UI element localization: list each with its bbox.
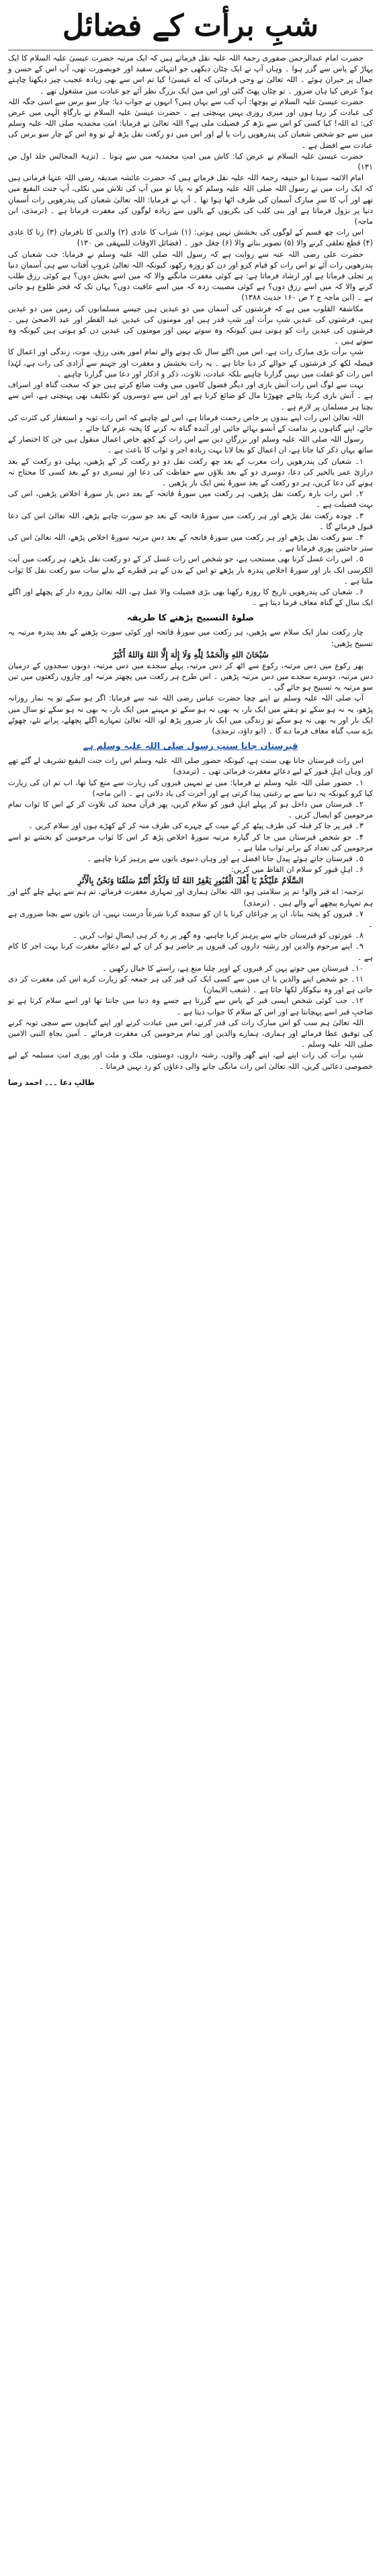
closing-section <box>8 1018 373 1072</box>
tasbih-paragraph: چار رکعت نماز ایک سلام سے پڑھیں، ہر رکعت میں سورۂ فاتحہ اور کوئی سورت پڑھنے کے بعد پندرہ مرتبہ یہ تسبیح پڑھیں: <box>8 628 373 648</box>
hadith-section <box>8 173 373 434</box>
qabrastan-paragraph: ۶۔ اہلِ قبور کو سلام ان الفاظ میں کریں: <box>230 865 364 875</box>
qabrastan-paragraph: ۲۔ قبرستان میں داخل ہو کر پہلے اہلِ قبور کو سلام کریں، پھر قرآن مجید کی تلاوت کر کے اس کا ثواب تمام مرحومین کو ایصال کریں ۔ <box>8 800 373 820</box>
tasbih-heading: صلوۃ التسبیح پڑھنے کا طریقہ <box>126 613 255 624</box>
article-body <box>8 53 373 1088</box>
qabrastan-paragraph: ۴۔ جو شخص قبرستان میں جا کر گیارہ مرتبہ سورۂ اخلاص پڑھ کر اس کا ثواب مرحومین کو بخشے تو اسے مرحومین کی تعداد کے برابر ثواب ملتا ہے ۔ <box>8 832 373 852</box>
qabrastan-paragraph: ۱۱۔ جو شخص اپنے والدین یا ان میں سے کسی ایک کی قبر کی ہر جمعہ کو زیارت کرے اس کی مغفرت کر دی جاتی ہے اور وہ نیکوکار لکھا جاتا ہے ۔ (شعب الایمان) <box>8 975 373 995</box>
hadith-paragraph: مکاشفۃ القلوب میں ہے کہ فرشتوں کی آسمان میں دو عیدیں ہیں جیسے مسلمانوں کی زمین میں دو عیدیں ہیں، فرشتوں کی عیدیں شبِ برأت اور شبِ قدر ہیں اور مومنوں کی عیدیں عید الفطر اور عید الاضحیٰ ہیں ۔ فرشتوں کی عیدیں رات کو ہوتی ہیں کیونکہ وہ سوتے نہیں اور مومنوں کی عیدیں دن کو ہوتی ہیں کیونکہ وہ سوتے ہیں ۔ <box>8 304 373 346</box>
qabrastan-paragraph: ترجمہ: اے قبر والو! تم پر سلامتی ہو، اللہ تعالیٰ ہماری اور تمہاری مغفرت فرمائے، تم ہم سے پہلے چلے گئے اور ہم تمہارے پیچھے آنے والے ہیں ۔ (ترمذی) <box>8 887 373 908</box>
qabrastan-paragraph: ۱۰۔ قبرستان میں جوتے پہن کر قبروں کے اوپر چلنا منع ہے، راستے کا خیال رکھیں ۔ <box>102 963 364 973</box>
nawafil-item: ۳۔ چودہ رکعت نفل پڑھے اور ہر رکعت میں سورۂ فاتحہ کے بعد جو سورت چاہے پڑھے، اللہ تعالیٰ اس کی دعا قبول فرمائے گا ۔ <box>8 511 373 531</box>
intro-paragraph: حضرت عیسیٰ علیہ السلام نے پوچھا: آپ کب سے یہاں ہیں؟ انہوں نے جواب دیا: چار سو برس سے اسی جگہ اللہ کی عبادت کر رہا ہوں اور میری روزی یہیں پہنچتی ہے ۔ حضرت عیسیٰ علیہ السلام نے بارگاہِ الٰہی میں عرض کی: اے اللہ! کیا کسی کو اس سے بڑھ کر فضیلت ملی ہے؟ اللہ تعالیٰ نے فرمایا: امتِ محمدیہ صلی اللہ علیہ وسلم میں سے جو شخص شعبان کی پندرھویں رات پا لے اور اس میں دو رکعت نفل پڑھ لے تو وہ اس کے چار سو برس کی عبادت سے افضل ہے ۔ <box>8 97 373 150</box>
hadith-paragraph: اس رات چھ قسم کے لوگوں کی بخشش نہیں ہوتی: (۱) شراب کا عادی (۲) والدین کا نافرمان (۳) زنا کا عادی (۴) قطع تعلقی کرنے والا (۵) تصویر بنانے والا (۶) چغل خور ۔ (فضائل الاوقات للبیہقی ص ۱۳۰) <box>8 228 373 248</box>
nawafil-list <box>8 456 373 609</box>
nawafil-item: ۶۔ شعبان کی پندرھویں تاریخ کا روزہ رکھنا بھی بڑی فضیلت والا عمل ہے، اللہ تعالیٰ روزہ دار کے پچھلے اور اگلے ایک سال کے گناہ معاف فرما دیتا ہے ۔ <box>8 587 373 608</box>
tasbih-section <box>8 627 373 737</box>
qabrastan-paragraph: اس رات قبرستان جانا بھی سنت ہے، کیونکہ حضور صلی اللہ علیہ وسلم اس رات جنت البقیع تشریف لے گئے تھے اور وہاں اہلِ قبور کے لیے دعائے مغفرت فرمائی تھی ۔ (ترمذی) <box>8 756 373 776</box>
qabrastan-section <box>8 756 373 875</box>
closing-paragraph: شبِ برأت کی رات اپنے لیے، اپنے گھر والوں، رشتہ داروں، دوستوں، ملک و ملت اور پوری امتِ مسلمہ کے لیے خصوصی دعائیں کریں، اللہ تعالیٰ اس رات مانگی جانے والی دعاؤں کو رد نہیں فرماتا ۔ <box>8 1051 373 1071</box>
hadith-paragraph: بہت سے لوگ اس رات آتش بازی اور دیگر فضول کاموں میں وقت ضائع کرتے ہیں جو کہ سخت گناہ اور اسراف ہے ۔ آتش بازی کرنا، پٹاخے چھوڑنا مال کو ضائع کرنا ہے اور اس سے دوسروں کو تکلیف بھی پہنچتی ہے، اس سے بچنا ہر مسلمان پر لازم ہے ۔ <box>8 380 373 411</box>
hadith-paragraph: حضرت علی رضی اللہ عنہ سے روایت ہے کہ رسول اللہ صلی اللہ علیہ وسلم نے فرمایا: جب شعبان کی پندرھویں رات آئے تو اس رات کو قیام کرو اور دن کو روزہ رکھو، کیونکہ اللہ تعالیٰ غروبِ آفتاب سے ہی آسمانِ دنیا پر تجلی فرماتا ہے اور ارشاد فرماتا ہے: ہے کوئی مغفرت مانگنے والا کہ میں اسے بخش دوں؟ ہے کوئی رزق طلب کرنے والا کہ میں اسے رزق دوں؟ ہے کوئی مصیبت زدہ کہ میں اسے عافیت دوں؟ یہاں تک کہ فجر طلوع ہو جاتی ہے ۔ (ابن ماجہ ج ۲ ص ۱۶۰ حدیث ۱۳۸۸) <box>8 249 373 303</box>
hadith-paragraph: امام الائمہ سیدنا ابو حنیفہ رحمۃ اللہ علیہ نقل فرماتے ہیں کہ حضرت عائشہ صدیقہ رضی اللہ عنہا فرماتی ہیں کہ ایک رات میں نے رسول اللہ صلی اللہ علیہ وسلم کو نہ پایا تو میں آپ کی تلاش میں نکلی، آپ جنت البقیع میں تھے اور آپ کا سرِ مبارک آسمان کی طرف اٹھا ہوا تھا ۔ آپ نے فرمایا: اللہ تعالیٰ شعبان کی پندرھویں رات آسمانِ دنیا پر نزول فرماتا ہے اور بنی کلب کی بکریوں کے بالوں سے زیادہ لوگوں کی مغفرت فرماتا ہے ۔ (ترمذی، ابن ماجہ) <box>8 173 373 227</box>
qabrastan-paragraph: ۱۲۔ جب کوئی شخص ایسی قبر کے پاس سے گزرتا ہے جسے وہ دنیا میں جانتا تھا اور اسے سلام کرتا ہے تو صاحبِ قبر اسے پہچانتا ہے اور اس کے سلام کا جواب دیتا ہے ۔ <box>8 996 373 1016</box>
intro-section <box>8 53 373 173</box>
hadith-paragraph: شبِ برأت بڑی مبارک رات ہے، اس میں اگلے سال تک ہونے والے تمام امور یعنی رزق، موت، زندگی اور اعمال کا فیصلہ لکھ کر فرشتوں کے حوالے کر دیا جاتا ہے ۔ یہ رات بخشش و مغفرت اور جہنم سے آزادی کی رات ہے، لہٰذا اس رات کو غفلت میں نہیں گزارنا چاہیے بلکہ عبادت، تلاوت، ذکر و اذکار اور دعا میں گزارنا چاہیے ۔ <box>8 348 373 378</box>
nawafil-item: ۱۔ شعبان کی پندرھویں رات مغرب کے بعد چھ رکعت نفل دو دو رکعت کر کے پڑھیں، پہلی دو رکعت کے بعد درازیٔ عمر بالخیر کی دعا، دوسری دو کے بعد بلاؤں سے حفاظت کی دعا اور تیسری دو کے بعد کسی کا محتاج نہ ہونے کی دعا کریں، ہر دو رکعت کے بعد سورۂ یٰس ایک بار پڑھیں ۔ <box>8 456 373 487</box>
tasbih-paragraph: پھر رکوع میں دس مرتبہ، رکوع سے اٹھ کر دس مرتبہ، پہلے سجدے میں دس مرتبہ، دونوں سجدوں کے درمیان دس مرتبہ، دوسرے سجدے میں دس مرتبہ پڑھیں ۔ اس طرح ہر رکعت میں پچھتر مرتبہ اور چاروں رکعتوں میں تین سو مرتبہ یہ تسبیح ہو جائے گی ۔ <box>8 661 373 692</box>
closing-paragraph: اللہ تعالیٰ ہم سب کو اس مبارک رات کی قدر کرنے، اس میں عبادت کرنے اور اپنے گناہوں سے سچی توبہ کرنے کی توفیق عطا فرمائے اور ہماری، ہمارے والدین اور تمام مرحومین کی مغفرت فرمائے ۔ آمین بجاہِ النبی الامین صلی اللہ علیہ وسلم ۔ <box>8 1018 373 1049</box>
salam-arabic-text: السَّلَامُ عَلَيْكُمْ يَا أَهْلَ الْقُبُورِ يَغْفِرُ اللهُ لَنَا وَلَكُمْ أَنْتُمْ سَلَفُنَا وَنَحْنُ بِالْأَثَرِ <box>77 876 304 886</box>
nawafil-item: ۵۔ اس رات غسل کرنا بھی مستحب ہے، جو شخص اس رات غسل کر کے دو رکعت نفل پڑھے، ہر رکعت میں آیت الکرسی ایک بار اور سورۂ اخلاص پندرہ بار پڑھے تو اس کے بدن کے ہر قطرے کے بدلے سات سو رکعت نفل کا ثواب ملتا ہے ۔ <box>8 555 373 586</box>
qabrastan-paragraph: ۳۔ قبر پر جا کر قبلہ کی طرف پیٹھ کر کے میت کے چہرے کی طرف منہ کر کے کھڑے ہوں اور سلام کریں ۔ <box>28 821 364 831</box>
author-signature: طالبِ دعا ۔۔۔ احمد رضا <box>8 1078 95 1087</box>
nawafil-intro: رسول اللہ صلی اللہ علیہ وسلم اور بزرگانِ دین سے اس رات کے کچھ خاص اعمال منقول ہیں جن کا اختصار کے ساتھ یہاں ذکر کیا جاتا ہے، ان اعمال کو بجا لانا بہت زیادہ اجر و ثواب کا باعث ہے ۔ <box>8 435 373 455</box>
qabrastan-paragraph: ۸۔ عورتوں کو قبرستان جانے سے پرہیز کرنا چاہیے، وہ گھر پر رہ کر ہی ایصالِ ثواب کریں ۔ <box>73 931 364 940</box>
tasbih-paragraph: سُبْحَانَ اللهِ وَالْحَمْدُ لِلّٰهِ وَلَا إِلٰهَ إِلَّا اللهُ وَاللهُ أَكْبَرُ <box>112 649 269 659</box>
hadith-paragraph: اللہ تعالیٰ اس رات اپنے بندوں پر خاص رحمت فرماتا ہے، اس لیے چاہیے کہ اس رات توبہ و استغفار کی کثرت کی جائے، اپنے گناہوں پر ندامت کے آنسو بہائے جائیں اور آئندہ گناہ نہ کرنے کا پختہ عزم کیا جائے ۔ <box>8 413 373 433</box>
intro-paragraph: حضرت عیسیٰ علیہ السلام نے عرض کیا: کاش میں امتِ محمدیہ میں سے ہوتا ۔ (نزہۃ المجالس جلد اول ص ۱۳۱) <box>8 151 373 172</box>
qabrastan-paragraph: ۹۔ اپنے مرحوم والدین اور رشتہ داروں کی قبروں پر حاضر ہو کر ان کے لیے دعائے مغفرت کرنا بہت اجر کا کام ہے ۔ <box>8 942 373 962</box>
nawafil-item: ۲۔ اس رات بارہ رکعت نفل پڑھیں، ہر رکعت میں سورۂ فاتحہ کے بعد دس بار سورۂ اخلاص پڑھیں، اس کی بہت فضیلت ہے ۔ <box>8 489 373 510</box>
nawafil-item: ۴۔ سو رکعت نفل پڑھے اور ہر رکعت میں سورۂ فاتحہ کے بعد دس مرتبہ سورۂ اخلاص پڑھے، اللہ تعالیٰ اس کی ستر حاجتیں پوری فرماتا ہے ۔ <box>8 532 373 553</box>
qabrastan-heading: قبرستان جانا سنتِ رسول صلی اللہ علیہ وسلم ہے <box>83 741 298 752</box>
tasbih-paragraph: آپ صلی اللہ علیہ وسلم نے اپنے چچا حضرت عباس رضی اللہ عنہ سے فرمایا: اگر ہو سکے تو یہ نماز روزانہ پڑھو، یہ نہ ہو سکے تو ہفتے میں ایک بار، یہ بھی نہ ہو سکے تو مہینے میں ایک بار، یہ بھی نہ ہو سکے تو سال میں ایک بار اور یہ بھی نہ ہو سکے تو زندگی میں ایک بار ضرور پڑھ لو، اللہ تعالیٰ تمہارے اگلے پچھلے، پرانے نئے، چھوٹے بڑے سب گناہ معاف فرما دے گا ۔ (ابو داؤد، ترمذی) <box>8 694 373 735</box>
article-title: شبِ برأت کے فضائل <box>62 9 319 43</box>
qabrastan-paragraph: ۷۔ قبروں کو پختہ بنانا، ان پر چراغاں کرنا یا ان کو سجدہ کرنا شرعاً درست نہیں، ان باتوں سے بچنا ضروری ہے ۔ <box>8 909 373 930</box>
qabrastan-paragraph: ۵۔ قبرستان جاتے ہوئے پیدل جانا افضل ہے اور وہاں دنیوی باتوں سے پرہیز کرنا چاہیے ۔ <box>87 854 364 864</box>
intro-paragraph: حضرت امام عبدالرحمن صفوری رحمۃ اللہ علیہ نقل فرماتے ہیں کہ ایک مرتبہ حضرت عیسیٰ علیہ السلام کا ایک پہاڑ کے پاس سے گزر ہوا ۔ وہاں آپ نے ایک چٹان دیکھی جو انتہائی سفید اور خوبصورت تھی، آپ اس کے حسن و جمال پر حیران ہوئے ۔ اللہ تعالیٰ نے وحی فرمائی کہ اے عیسیٰ! کیا تم اس سے بھی زیادہ عجیب چیز دیکھنا چاہتے ہو؟ عرض کیا ہاں ضرور ۔ تو چٹان پھٹ گئی اور اس میں ایک بزرگ نظر آئے جو عبادت میں مشغول تھے ۔ <box>8 54 373 95</box>
qabrastan-more-section <box>8 887 373 1017</box>
qabrastan-paragraph: ۱۔ حضور صلی اللہ علیہ وسلم نے فرمایا: میں نے تمہیں قبروں کی زیارت سے منع کیا تھا، اب تم ان کی زیارت کیا کرو کیونکہ یہ دنیا سے بے رغبتی پیدا کرتی ہے اور آخرت کی یاد دلاتی ہے ۔ (ابن ماجہ) <box>8 778 373 798</box>
